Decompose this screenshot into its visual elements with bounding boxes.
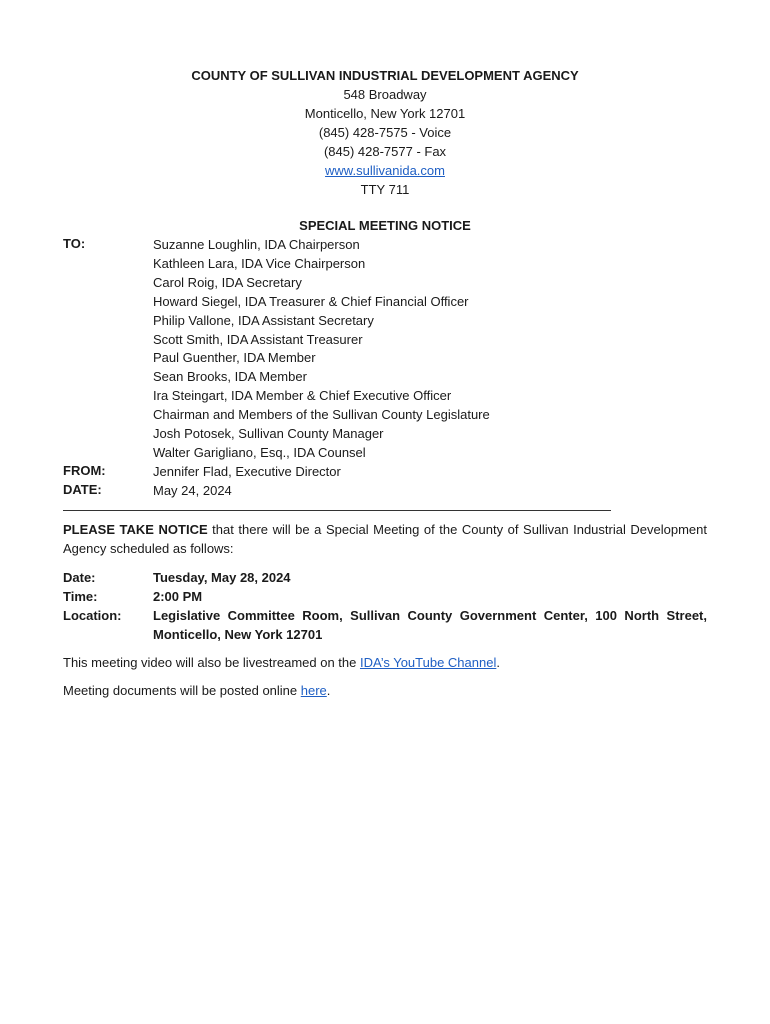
youtube-channel-link[interactable]: IDA’s YouTube Channel bbox=[359, 655, 497, 670]
recipient: Sean Brooks, IDA Member bbox=[153, 369, 307, 385]
documents-paragraph bbox=[63, 681, 707, 700]
documents-text: Meeting documents will be posted online bbox=[63, 683, 301, 698]
livestream-paragraph bbox=[63, 653, 707, 672]
recipient: Josh Potosek, Sullivan County Manager bbox=[153, 426, 384, 442]
meeting-time: 2:00 PM bbox=[153, 589, 203, 604]
documents-link[interactable]: here bbox=[300, 683, 327, 698]
recipient: Walter Garigliano, Esq., IDA Counsel bbox=[153, 444, 366, 460]
divider bbox=[63, 510, 611, 511]
letterhead bbox=[0, 66, 770, 199]
recipient: Suzanne Loughlin, IDA Chairperson bbox=[153, 237, 360, 252]
to-label: TO: bbox=[63, 236, 86, 251]
notice-lead: PLEASE TAKE NOTICE bbox=[63, 522, 208, 537]
meeting-time-label: Time: bbox=[63, 589, 98, 604]
meeting-location-label: Location: bbox=[63, 608, 122, 623]
recipient: Philip Vallone, IDA Assistant Secretary bbox=[153, 312, 374, 328]
recipient: Paul Guenther, IDA Member bbox=[153, 350, 316, 366]
recipient: Howard Siegel, IDA Treasurer & Chief Financial Officer bbox=[153, 293, 469, 309]
livestream-period: . bbox=[496, 655, 500, 670]
notice-text: that there will be a Special Meeting of the County of Sullivan Industrial Development Agency scheduled as follows: bbox=[63, 522, 707, 556]
tty-number: TTY 711 bbox=[360, 182, 410, 197]
fax-number: (845) 428-7577 - Fax bbox=[323, 144, 447, 159]
website-link[interactable]: www.sullivanida.com bbox=[325, 163, 445, 178]
documents-period: . bbox=[326, 683, 331, 698]
recipient: Scott Smith, IDA Assistant Treasurer bbox=[153, 331, 363, 347]
from-label: FROM: bbox=[63, 463, 106, 478]
livestream-text: This meeting video will also be livestreamed on the bbox=[63, 655, 360, 670]
recipient: Ira Steingart, IDA Member & Chief Executive Officer bbox=[153, 388, 452, 404]
meeting-date: Tuesday, May 28, 2024 bbox=[153, 570, 291, 585]
notice-paragraph bbox=[63, 520, 707, 558]
recipient: Carol Roig, IDA Secretary bbox=[153, 274, 302, 290]
meeting-date-label: Date: bbox=[63, 570, 96, 585]
voice-phone: (845) 428-7575 - Voice bbox=[318, 125, 452, 140]
date-label: DATE: bbox=[63, 482, 102, 497]
recipient: Kathleen Lara, IDA Vice Chairperson bbox=[153, 255, 366, 271]
recipient: Chairman and Members of the Sullivan County Legislature bbox=[153, 407, 490, 423]
memo-date: May 24, 2024 bbox=[153, 482, 232, 498]
address-line-2: Monticello, New York 12701 bbox=[304, 106, 466, 121]
meeting-location: Legislative Committee Room, Sullivan County Government Center, 100 North Street, Monticello, New York 12701 bbox=[153, 608, 707, 642]
address-line-1: 548 Broadway bbox=[343, 87, 427, 102]
recipient-list bbox=[153, 236, 490, 501]
notice-title: SPECIAL MEETING NOTICE bbox=[299, 218, 471, 233]
sender: Jennifer Flad, Executive Director bbox=[153, 463, 341, 479]
agency-name: COUNTY OF SULLIVAN INDUSTRIAL DEVELOPMENT AGENCY bbox=[191, 68, 579, 83]
